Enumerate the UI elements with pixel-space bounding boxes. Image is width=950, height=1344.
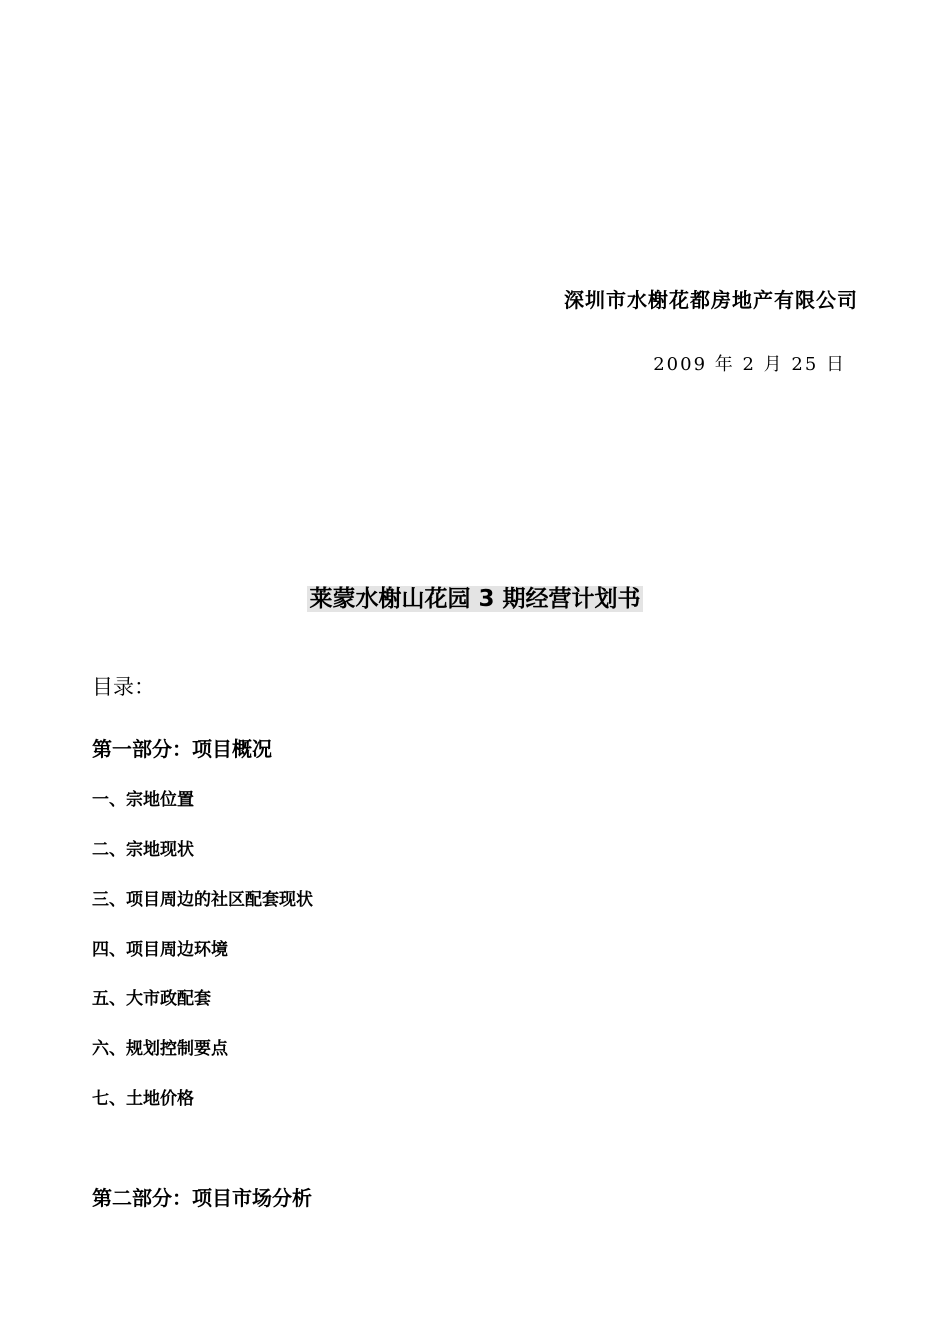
toc-item: 一、宗地位置 — [92, 790, 194, 810]
document-title-text: 莱蒙水榭山花园 3 期经营计划书 — [309, 586, 641, 612]
toc-item: 二、宗地现状 — [92, 840, 194, 860]
company-name: 深圳市水榭花都房地产有限公司 — [564, 288, 858, 312]
toc-item: 五、大市政配套 — [92, 989, 211, 1009]
toc-item: 六、规划控制要点 — [92, 1039, 228, 1059]
toc-heading: 目录： — [92, 675, 155, 699]
document-title — [0, 580, 950, 613]
toc-item: 七、土地价格 — [92, 1089, 194, 1109]
toc-item: 三、项目周边的社区配套现状 — [92, 890, 313, 910]
toc-item: 四、项目周边环境 — [92, 940, 228, 960]
toc-part-2-title: 第二部分：项目市场分析 — [92, 1186, 312, 1210]
toc-part-1-title: 第一部分：项目概况 — [92, 737, 272, 761]
document-date: 2009 年 2 月 25 日 — [653, 354, 846, 375]
